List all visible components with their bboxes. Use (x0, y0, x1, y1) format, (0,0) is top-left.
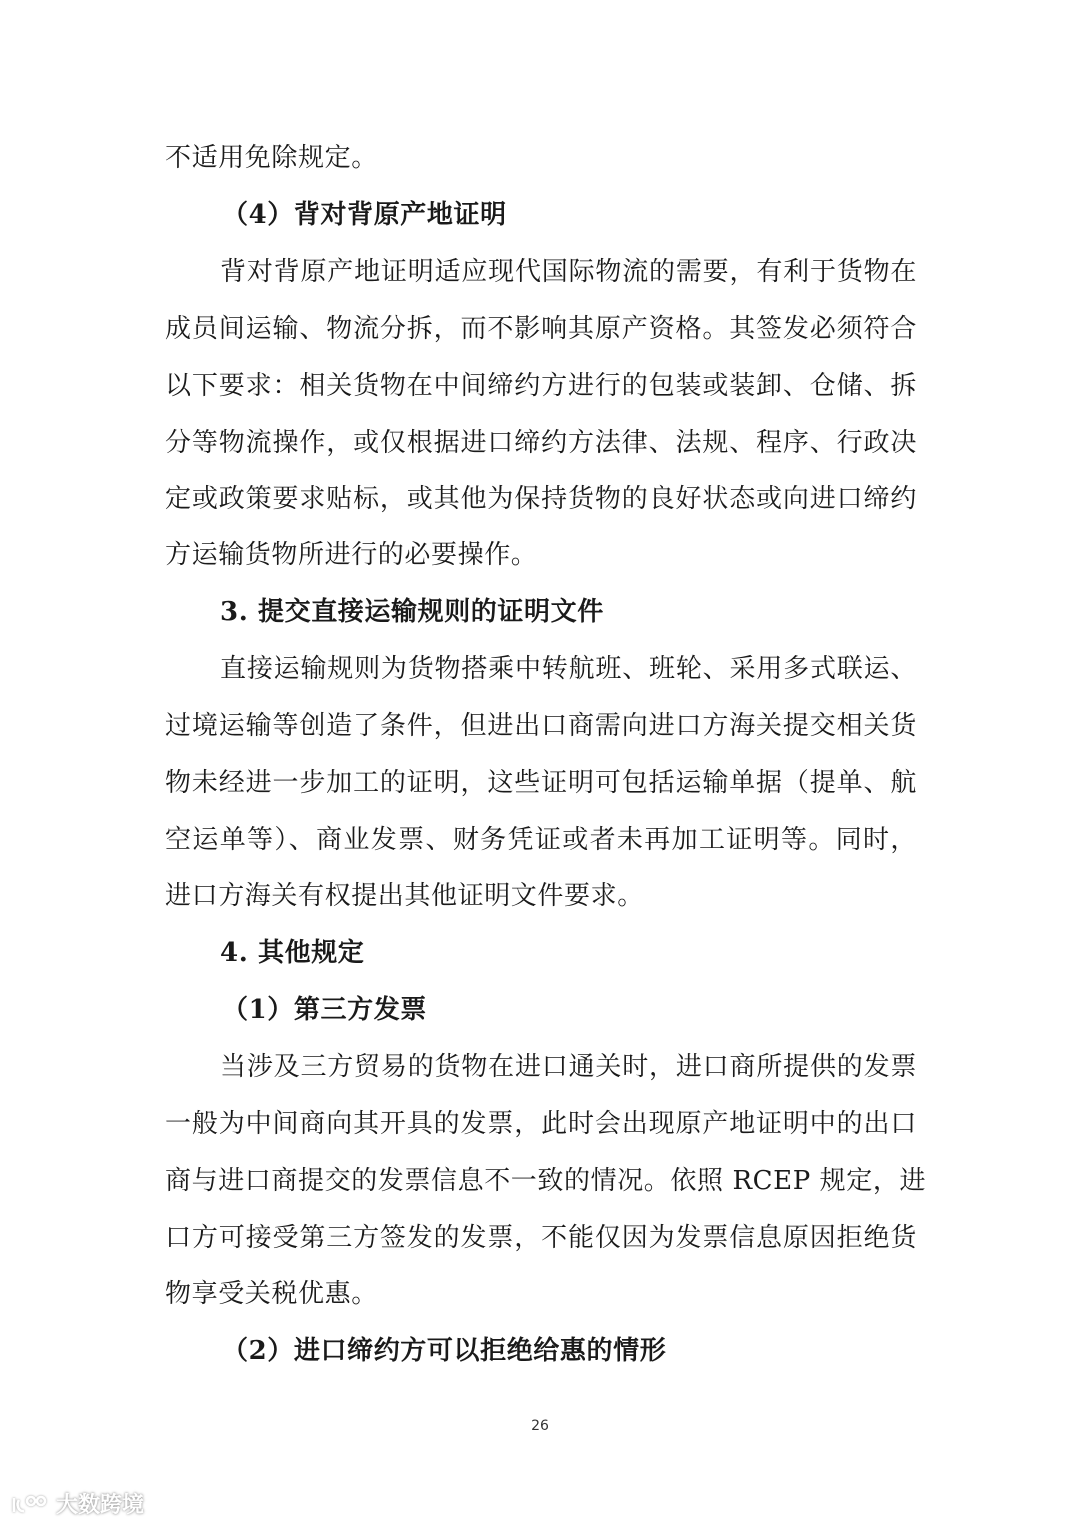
paragraph-line: 一般为中间商向其开具的发票，此时会出现原产地证明中的出口 (165, 1109, 917, 1139)
heading-direct-transport-evidence: 3. 提交直接运输规则的证明文件 (220, 597, 604, 627)
subheading-back-to-back-coo: （4）背对背原产地证明 (222, 200, 507, 230)
paragraph-line: 进口方海关有权提出其他证明文件要求。 (165, 881, 644, 911)
paragraph-line: 空运单等）、商业发票、财务凭证或者未再加工证明等。同时， (165, 825, 917, 855)
paragraph-line: 口方可接受第三方签发的发票，不能仅因为发票信息原因拒绝货 (165, 1223, 917, 1253)
heading-other-provisions: 4. 其他规定 (220, 938, 365, 968)
paragraph-line: 不适用免除规定。 (165, 143, 378, 173)
paragraph-line: 过境运输等创造了条件，但进出口商需向进口方海关提交相关货 (165, 711, 917, 741)
paragraph-line: 物未经进一步加工的证明，这些证明可包括运输单据（提单、航 (165, 768, 917, 798)
paragraph-line: 方运输货物所进行的必要操作。 (165, 540, 538, 570)
paragraph-line: 商与进口商提交的发票信息不一致的情况。依照 RCEP 规定，进 (165, 1166, 927, 1196)
paragraph-line: 直接运输规则为货物搭乘中转航班、班轮、采用多式联运、 (220, 654, 917, 684)
watermark-text: 大数跨境 (56, 1493, 145, 1518)
watermark (10, 1488, 144, 1519)
100-logo-icon (10, 1492, 50, 1516)
paragraph-line: 定或政策要求贴标，或其他为保持货物的良好状态或向进口缔约 (165, 484, 917, 514)
paragraph-line: 以下要求：相关货物在中间缔约方进行的包装或装卸、仓储、拆 (165, 371, 917, 401)
subheading-third-party-invoice: （1）第三方发票 (222, 995, 427, 1025)
paragraph-line (220, 252, 917, 292)
subheading-refusal-of-preference: （2）进口缔约方可以拒绝给惠的情形 (222, 1336, 667, 1366)
paragraph-line: 当涉及三方贸易的货物在进口通关时，进口商所提供的发票 (220, 1052, 917, 1082)
paragraph-line: 分等物流操作，或仅根据进口缔约方法律、法规、程序、行政决 (165, 428, 917, 458)
page-number: 26 (531, 1418, 549, 1434)
paragraph-text: 背对背原产地证明适应现代国际物流的需要，有利于货物在 (220, 257, 917, 287)
paragraph-line: 物享受关税优惠。 (165, 1279, 378, 1309)
paragraph-line: 成员间运输、物流分拆，而不影响其原产资格。其签发必须符合 (165, 314, 917, 344)
